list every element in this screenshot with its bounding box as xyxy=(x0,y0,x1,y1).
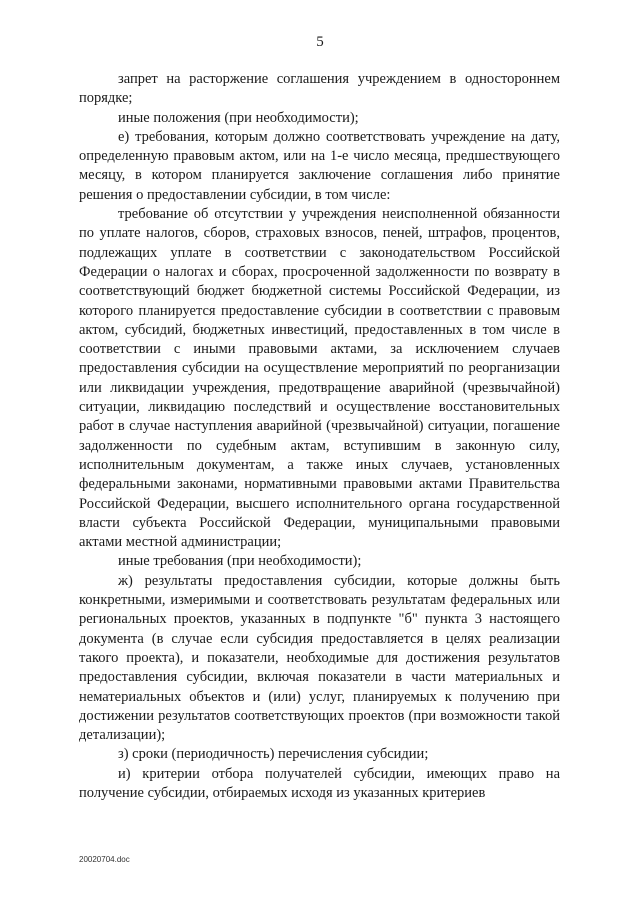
paragraph: з) сроки (периодичность) перечисления субсидии; xyxy=(118,746,429,763)
footer-filename: 20020704.doc xyxy=(79,855,130,864)
paragraph: иные положения (при необходимости); xyxy=(118,109,359,126)
paragraph: и) критерии отбора получателей субсидии, имеющих право на получение субсидии, отбираемых исходя из указанных критериев xyxy=(79,765,560,801)
document-body xyxy=(79,70,560,803)
paragraph: требование об отсутствии у учреждения неисполненной обязанности по уплате налогов, сборов, страховых взносов, пеней, штрафов, процентов, подлежащих уплате в соответствии с законодательством Российской Федерации о налогах и сборах, просроченной задолженности по возврату в соответствующий бюджет бюджетной системы Российской Федерации, из которого планируется предоставление субсидии в соответствии с правовым актом, субсидий, бюджетных инвестиций, предоставленных в том числе в соответствии с иными правовыми актами, за исключением случаев предоставления субсидии на осуществление мероприятий по реорганизации или ликвидации учреждения, предотвращение аварийной (чрезвычайной) ситуации, ликвидацию последствий и осуществление восстановительных работ в случае наступления аварийной (чрезвычайной) ситуации, погашение задолженности по судебным актам, вступившим в законную силу, исполнительным документам, а также иных случаев, установленных федеральными законами, нормативными правовыми актами Правительства Российской Федерации, высшего исполнительного органа государственной власти субъекта Российской Федерации, муниципальными правовыми актами местной администрации; xyxy=(79,206,560,551)
paragraph: ж) результаты предоставления субсидии, которые должны быть конкретными, измеримыми и соответствовать результатам федеральных или региональных проектов, указанных в подпункте "б" пункта 3 настоящего документа (в случае если субсидия предоставляется в целях реализации такого проекта), и показатели, необходимые для достижения результатов предоставления субсидии, включая показатели в части материальных и нематериальных объектов и (или) услуг, планируемых к получению при достижении результатов соответствующих проектов (при возможности такой детализации); xyxy=(79,572,560,744)
paragraph: иные требования (при необходимости); xyxy=(118,553,362,570)
page-number: 5 xyxy=(316,34,324,50)
paragraph: запрет на расторжение соглашения учреждением в одностороннем порядке; xyxy=(79,71,560,107)
paragraph: е) требования, которым должно соответствовать учреждение на дату, определенную правовым актом, или на 1-е число месяца, предшествующего месяцу, в котором планируется заключение соглашения либо принятие решения о предоставлении субсидии, в том числе: xyxy=(79,128,560,203)
